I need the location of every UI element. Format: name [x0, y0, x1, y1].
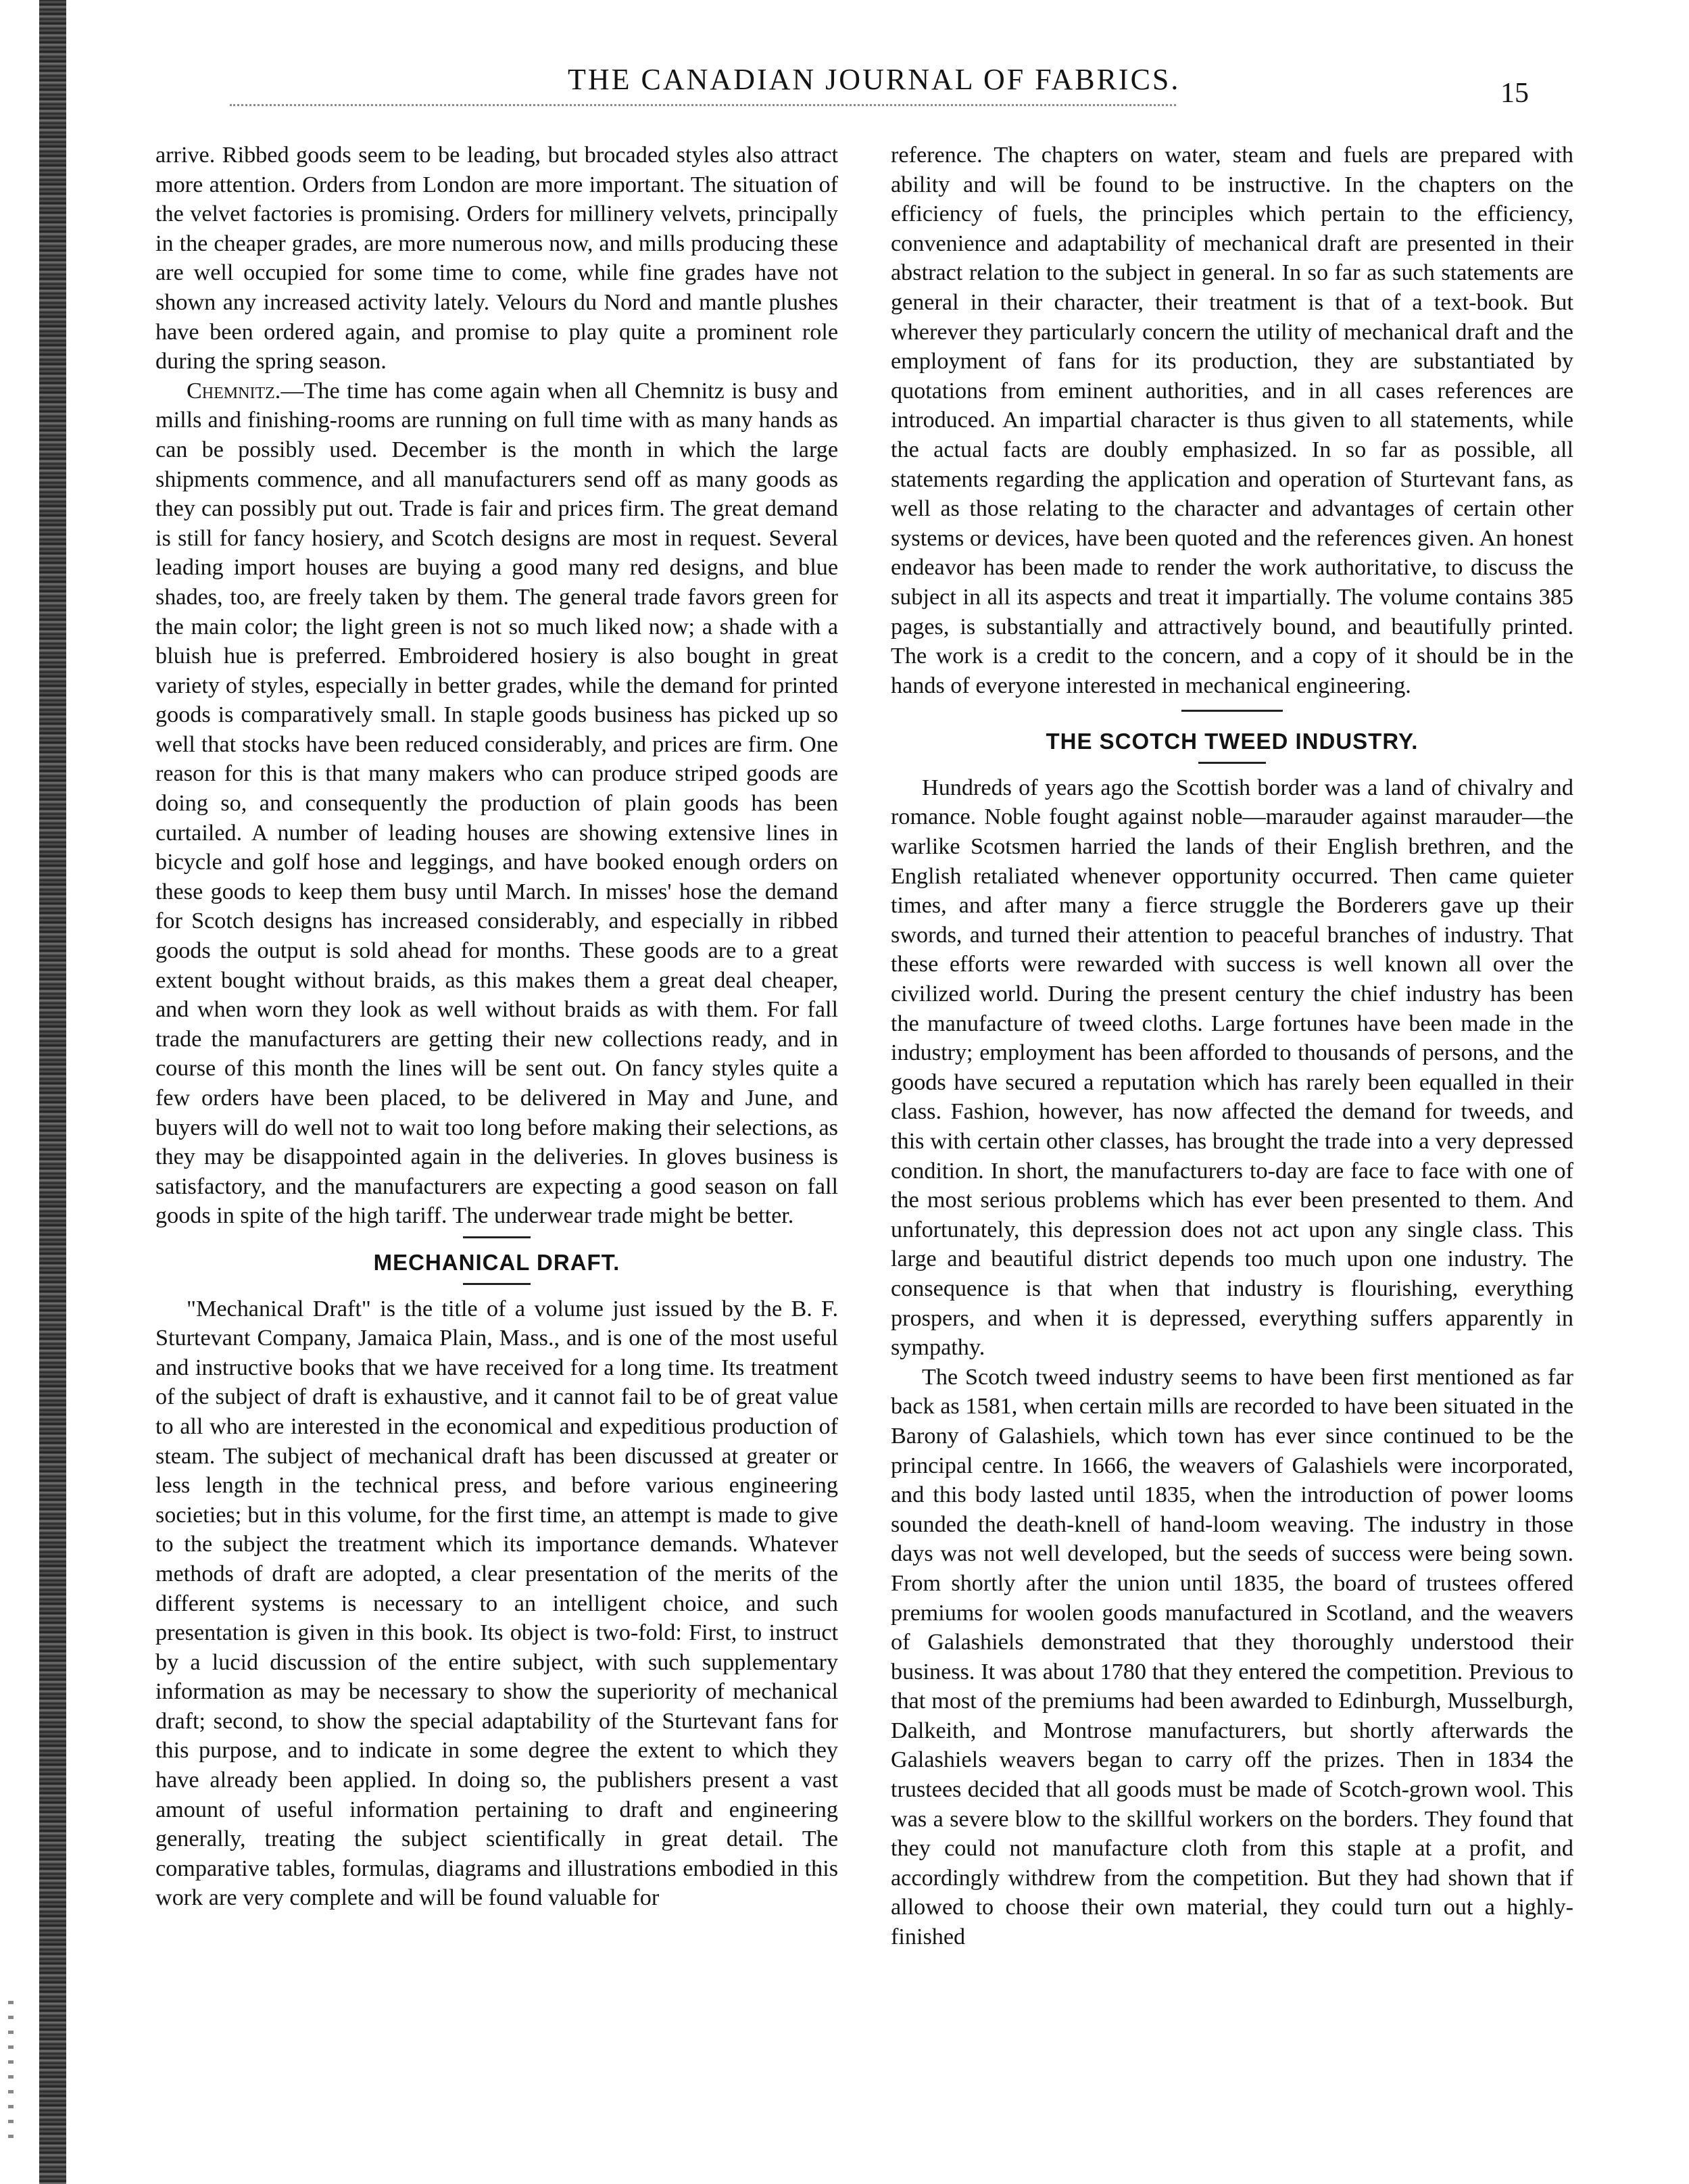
right-column [891, 141, 1573, 2141]
chemnitz-text: —The time has come again when all Chemnitz is busy and mills and finishing-rooms are running on full time with as many hands as can be possibly used. December is the month in which the large shipments commence, and all manufacturers send off as many goods as they can possibly put out. Trade is fair and prices firm. The great demand is still for fancy hosiery, and Scotch designs are most in request. Several leading import houses are buying a good many red designs, and blue shades, too, are freely taken by them. The general trade favors green for the main color; the light green is not so much liked now; a shade with a bluish hue is preferred. Embroidered hosiery is also bought in great variety of styles, especially in better grades, while the demand for printed goods is comparatively small. In staple goods business has picked up so well that stocks have been reduced considerably, and prices are firm. One reason for this is that many makers who can produce striped goods are doing so, and consequently the production of plain goods has been curtailed. A number of leading houses are showing extensive lines in bicycle and golf hose and leggings, and have booked enough orders on these goods to keep them busy until March. In misses' hose the demand for Scotch designs has increased considerably, and especially in ribbed goods the output is sold ahead for months. These goods are to a great extent bought without braids, as this makes them a great deal cheaper, and when worn they look as well without braids as with them. For fall trade the manufacturers are getting their new collections ready, and in course of this month the lines will be sent out. On fancy styles quite a few orders have been placed, to be delivered in May and June, and buyers will do well not to wait too long before making their selections, as they may be disappointed again in the deliveries. In gloves business is satisfactory, and the manufacturers are expecting a good season on fall goods in spite of the high tariff. The underwear trade might be better. [155, 378, 838, 1229]
journal-title: THE CANADIAN JOURNAL OF FABRICS. [568, 63, 1181, 96]
scotch-tweed-paragraph-1: Hundreds of years ago the Scottish border was a land of chivalry and romance. Noble fought against noble—marauder against marauder—the warlike Scotsmen harried the lands of their English brethren, and the English retaliated whenever opportunity occurred. Then came quieter times, and after many a fierce struggle the Borderers gave up their swords, and turned their attention to peaceful branches of industry. That these efforts were rewarded with success is well known all over the civilized world. During the present century the chief industry has been the manufacture of tweed cloths. Large fortunes have been made in the industry; employment has been afforded to thousands of persons, and the goods have secured a reputation which has rarely been equalled in their class. Fashion, however, has now affected the demand for tweeds, and this with certain other classes, has brought the trade into a very depressed condition. In short, the manufacturers to-day are face to face with one of the most serious problems which has ever been presented to them. And unfortunately, this depression does not act upon any single class. This large and beautiful district depends too much upon one industry. The consequence is that when that industry is flourishing, everything prospers, and when it is depressed, everything suffers apparently in sympathy. [891, 775, 1573, 1361]
book-binding-edge [39, 0, 66, 2184]
mechanical-draft-heading: MECHANICAL DRAFT. [373, 1249, 620, 1275]
chemnitz-lead: Chemnitz. [187, 378, 281, 404]
left-column [155, 141, 838, 2141]
header-rule [230, 104, 1176, 106]
page-header [122, 62, 1609, 116]
heading-underline [463, 1283, 531, 1285]
section-divider [463, 1236, 531, 1238]
continued-paragraph-right: reference. The chapters on water, steam and fuels are prepared with ability and will be found to be instructive. In the chapters on the efficiency of fuels, the principles which pertain to the efficiency, convenience and adaptability of mechanical draft are presented in their abstract relation to the subject in general. In so far as such statements are general in their character, their treatment is that of a text-book. But wherever they particularly concern the utility of mechanical draft and the employment of fans for its production, they are substantiated by quotations from eminent authorities, and in all cases references are introduced. An impartial character is thus given to all statements, while the actual facts are doubly emphasized. In so far as possible, all statements regarding the application and operation of Sturtevant fans, as well as those relating to the character and advantages of certain other systems or devices, have been quoted and the references given. An honest endeavor has been made to render the work authoritative, to discuss the subject in all its aspects and treat it impartially. The volume contains 385 pages, is substantially and attractively bound, and beautifully printed. The work is a credit to the concern, and a copy of it should be in the hands of everyone interested in mechanical engineering. [891, 143, 1573, 698]
continued-paragraph: arrive. Ribbed goods seem to be leading, but brocaded styles also attract more attention. Orders from London are more important. The situation of the velvet factories is promising. Orders for millinery velvets, principally in the cheaper grades, are more numerous now, and mills producing these are well occupied for some time to come, while fine grades have not shown any increased activity lately. Velours du Nord and mantle plushes have been ordered again, and promise to play quite a prominent role during the spring season. [155, 143, 838, 374]
section-divider [1181, 710, 1283, 712]
mechanical-draft-paragraph: "Mechanical Draft" is the title of a volume just issued by the B. F. Sturtevant Company, Jamaica Plain, Mass., and is one of the most useful and instructive books that we have received for a long time. Its treatment of the subject of draft is exhaustive, and it cannot fail to be of great value to all who are interested in the economical and expeditious production of steam. The subject of mechanical draft has been discussed at greater or less length in the technical press, and before various engineering societies; but in this volume, for the first time, an attempt is made to give to the subject the treatment which its importance demands. Whatever methods of draft are adopted, a clear presentation of the merits of the different systems is necessary to an intelligent choice, and such presentation is given in this book. Its object is two-fold: First, to instruct by a lucid discussion of the entire subject, with such supplementary information as may be necessary to show the superiority of mechanical draft; second, to show the special adaptability of the Sturtevant fans for this purpose, and to indicate in some degree the extent to which they have already been applied. In doing so, the publishers present a vast amount of useful information pertaining to draft and engineering generally, treating the subject scientifically in great detail. The comparative tables, formulas, diagrams and illustrations embodied in this work are very complete and will be found valuable for [155, 1296, 838, 1911]
scotch-tweed-heading: THE SCOTCH TWEED INDUSTRY. [1046, 729, 1419, 754]
page-number: 15 [1500, 78, 1529, 109]
chemnitz-paragraph [155, 377, 838, 1231]
heading-underline [1198, 762, 1266, 764]
scotch-tweed-paragraph-2: The Scotch tweed industry seems to have been first mentioned as far back as 1581, when certain mills are recorded to have been situated in the Barony of Galashiels, which town has ever since continued to be the principal centre. In 1666, the weavers of Galashiels were incorporated, and this body lasted until 1835, when the introduction of power looms sounded the death-knell of hand-loom weaving. The industry in those days was not well developed, but the seeds of success were being sown. From shortly after the union until 1835, the board of trustees offered premiums for woolen goods manufactured in Scotland, and the weavers of Galashiels demonstrated that they thoroughly understood their business. It was about 1780 that they entered the competition. Previous to that most of the premiums had been awarded to Edinburgh, Musselburgh, Dalkeith, and Montrose manufacturers, but shortly afterwards the Galashiels weavers began to carry off the prizes. Then in 1834 the trustees decided that all goods must be made of Scotch-grown wool. This was a severe blow to the skillful workers on the borders. They found that they could not manufacture cloth from this staple at a profit, and accordingly withdrew from the competition. But they had shown that if allowed to choose their own material, they could turn out a highly-finished [891, 1364, 1573, 1950]
margin-marks [8, 2001, 14, 2150]
